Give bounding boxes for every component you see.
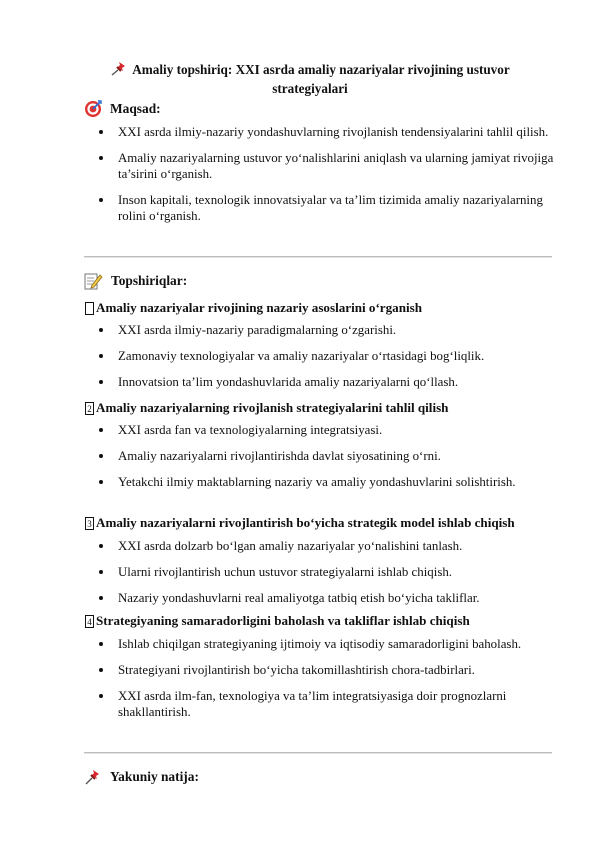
list-item: XXI asrda ilm-fan, texnologiya va ta’lim integratsiyasiga doir prognozlarni shakllantirish. [0,688,558,720]
list-item: Ularni rivojlantirish uchun ustuvor strategiyalarni ishlab chiqish. [0,564,558,580]
title-line-2: strategiyalari [272,81,348,96]
task-4-list [0,636,558,720]
list-item: XXI asrda ilmiy-nazariy yondashuvlarning rivojlanish tendensiyalarini tahlil qilish. [0,124,558,140]
list-item: Zamonaviy texnologiyalar va amaliy nazariyalar o‘rtasidagi bog‘liqlik. [0,348,558,364]
pushpin-icon [84,769,102,785]
list-item: XXI asrda ilmiy-nazariy paradigmalarning o‘zgarishi. [0,322,558,338]
task-1-title: Amaliy nazariyalar rivojining nazariy asoslarini o‘rganish [85,299,422,317]
list-item: Yetakchi ilmiy maktablarning nazariy va amaliy yondashuvlarini solishtirish. [0,474,558,490]
section-divider [84,256,552,258]
yakuniy-heading: Yakuniy natija: [84,767,199,787]
topshiriqlar-heading: Topshiriqlar: [84,271,187,291]
list-item: Amaliy nazariyalarning ustuvor yo‘nalishlarini aniqlash va ularning jamiyat rivojiga ta’sirini o‘rganish. [0,150,558,182]
task-3-title: 3 Amaliy nazariyalarni rivojlantirish bo‘yicha strategik model ishlab chiqish [85,514,515,532]
memo-icon [84,272,103,290]
target-icon [84,100,102,118]
task-1-list [0,322,558,390]
document-title [100,60,520,98]
keycap-3-icon: 3 [85,517,94,530]
list-item: Ishlab chiqilgan strategiyaning ijtimoiy va iqtisodiy samaradorligini baholash. [0,636,558,652]
list-item: XXI asrda dolzarb bo‘lgan amaliy nazariyalar yo‘nalishini tanlash. [0,538,558,554]
title-line-1: Amaliy topshiriq: XXI asrda amaliy nazariyalar rivojining ustuvor [132,62,510,77]
task-3-list [0,538,558,606]
list-item: Inson kapitali, texnologik innovatsiyalar va ta’lim tizimida amaliy nazariyalarning rolini o‘rganish. [0,192,558,224]
task-2-list [0,422,558,490]
task-4-title: 4 Strategiyaning samaradorligini baholash va takliflar ishlab chiqish [85,612,470,630]
pushpin-icon [110,61,128,76]
keycap-2-icon: 2 [85,402,94,415]
task-2-title: 2 Amaliy nazariyalarning rivojlanish strategiyalarini tahlil qilish [85,399,448,417]
section-divider [84,752,552,754]
keycap-1-icon [85,302,94,315]
list-item: Strategiyani rivojlantirish bo‘yicha takomillashtirish chora-tadbirlari. [0,662,558,678]
keycap-4-icon: 4 [85,615,94,628]
maqsad-heading: Maqsad: [84,99,161,119]
list-item: Amaliy nazariyalarni rivojlantirishda davlat siyosatining o‘rni. [0,448,558,464]
list-item: Nazariy yondashuvlarni real amaliyotga tatbiq etish bo‘yicha takliflar. [0,590,558,606]
list-item: Innovatsion ta’lim yondashuvlarida amaliy nazariyalarni qo‘llash. [0,374,558,390]
maqsad-list [0,124,558,224]
list-item: XXI asrda fan va texnologiyalarning integratsiyasi. [0,422,558,438]
